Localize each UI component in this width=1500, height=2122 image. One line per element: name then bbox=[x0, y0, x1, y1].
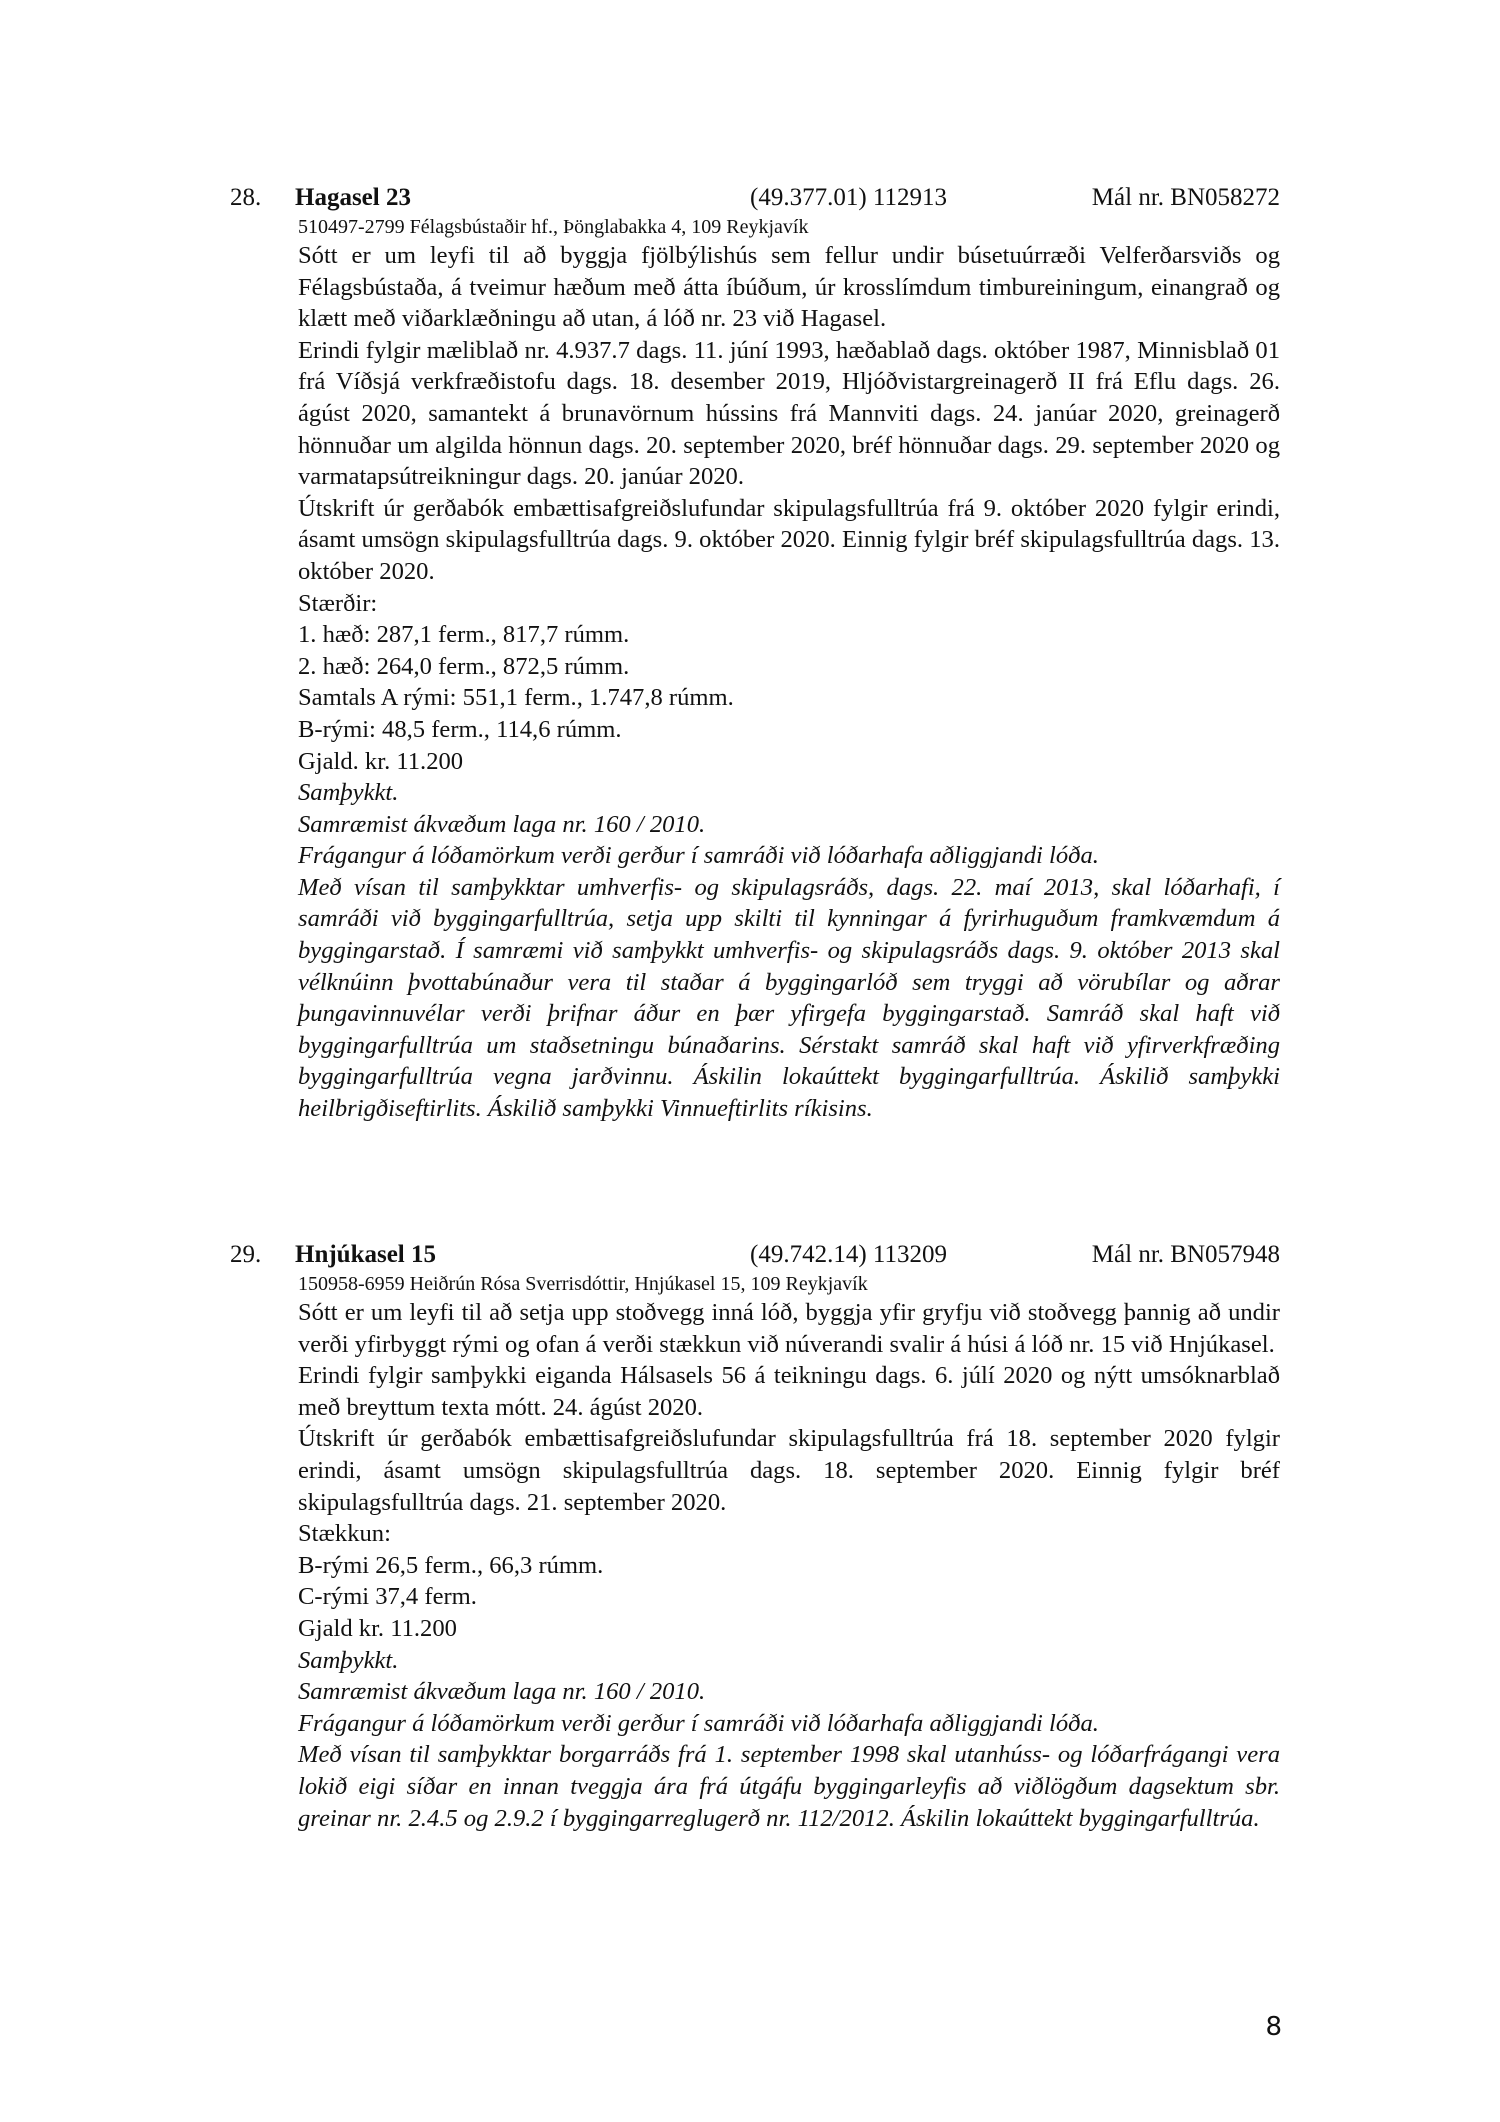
application-description: Sótt er um leyfi til að byggja fjölbýlishús sem fellur undir búsetuúrræði Velferðarsviðs og Félagsbústaða, á tveimur hæðum með átta íbúðum, úr krosslímdum timbureiningum, einangrað og klætt með viðarklæðningu að utan, á lóð nr. 23 við Hagasel. bbox=[298, 242, 1280, 333]
case-address: Hnjúkasel 15 bbox=[295, 1241, 437, 1268]
applicant-line: 510497-2799 Félagsbústaðir hf., Þönglabakka 4, 109 Reykjavík bbox=[298, 216, 809, 238]
decision-approved: Samþykkt. bbox=[298, 779, 399, 807]
attachments-paragraph: Erindi fylgir samþykki eiganda Hálsasels 56 á teikningu dags. 6. júlí 2020 og nýtt umsóknarblað með breyttum texta mótt. 24. ágúst 2020. bbox=[298, 1362, 1280, 1421]
decision-boundary-finish: Frágangur á lóðamörkum verði gerður í samráði við lóðarhafa aðliggjandi lóða. bbox=[298, 842, 1099, 870]
applicant-line: 150958-6959 Heiðrún Rósa Sverrisdóttir, Hnjúkasel 15, 109 Reykjavík bbox=[298, 1273, 868, 1295]
size-heading: Stærðir: bbox=[298, 589, 378, 617]
case-reference: Mál nr. BN057948 bbox=[1091, 1241, 1280, 1268]
case-reference: Mál nr. BN058272 bbox=[1091, 184, 1280, 211]
case-address: Hagasel 23 bbox=[295, 184, 411, 211]
decision-law-compliance: Samræmist ákvæðum laga nr. 160 / 2010. bbox=[298, 1678, 706, 1706]
decision-boundary-finish: Frágangur á lóðamörkum verði gerður í samráði við lóðarhafa aðliggjandi lóða. bbox=[298, 1709, 1099, 1737]
case-number-index: 29. bbox=[230, 1241, 262, 1268]
size-line: B-rými: 48,5 ferm., 114,6 rúmm. bbox=[298, 715, 622, 743]
decision-law-compliance: Samræmist ákvæðum laga nr. 160 / 2010. bbox=[298, 810, 706, 838]
size-heading: Stækkun: bbox=[298, 1520, 391, 1548]
case-header bbox=[230, 1238, 1280, 1271]
case-body bbox=[298, 1297, 1280, 1834]
size-line: 1. hæð: 287,1 ferm., 817,7 rúmm. bbox=[298, 621, 630, 649]
fee-line: Gjald kr. 11.200 bbox=[298, 1614, 457, 1642]
page-number: 8 bbox=[1265, 2012, 1282, 2042]
size-line: Samtals A rými: 551,1 ferm., 1.747,8 rúmm. bbox=[298, 684, 734, 712]
extract-paragraph: Útskrift úr gerðabók embættisafgreiðslufundar skipulagsfulltrúa frá 9. október 2020 fylgir erindi, ásamt umsögn skipulagsfulltrúa dags. 9. október 2020. Einnig fylgir bréf skipulagsfulltrúa dags. 13. október 2020. bbox=[298, 494, 1280, 585]
case-body bbox=[298, 240, 1280, 1125]
land-number: (49.377.01) 112913 bbox=[750, 184, 947, 211]
decision-approved: Samþykkt. bbox=[298, 1646, 399, 1674]
conditions-paragraph: Með vísan til samþykktar umhverfis- og skipulagsráðs, dags. 22. maí 2013, skal lóðarhafi, í samráði við byggingarfulltrúa, setja upp skilti til kynningar á fyrirhuguðum framkvæmdum á byggingarstað. Í samræmi við samþykkt umhverfis- og skipulagsráðs dags. 9. október 2013 skal vélknúinn þvottabúnaður vera til staðar á byggingarlóð sem tryggi að vörubílar og aðrar þungavinnuvélar verði þrifnar áður en þær yfirgefa byggingarstað. Samráð skal haft við byggingarfulltrúa um staðsetningu búnaðarins. Sérstakt samráð skal haft við yfirverkfræðing byggingarfulltrúa vegna jarðvinnu. Áskilin lokaúttekt byggingarfulltrúa. Áskilið samþykki heilbrigðiseftirlits. Áskilið samþykki Vinnueftirlits ríkisins. bbox=[298, 873, 1280, 1123]
application-description: Sótt er um leyfi til að setja upp stoðvegg inná lóð, byggja yfir gryfju við stoðvegg þannig að undir verði yfirbyggt rými og ofan á verði stækkun við núverandi svalir á húsi á lóð nr. 15 við Hnjúkasel. bbox=[298, 1299, 1280, 1358]
land-number: (49.742.14) 113209 bbox=[750, 1241, 947, 1268]
case-entry-29 bbox=[230, 1238, 1280, 1834]
attachments-paragraph: Erindi fylgir mæliblað nr. 4.937.7 dags. 11. júní 1993, hæðablað dags. október 1987, Minnisblað 01 frá Víðsjá verkfræðistofu dags. 18. desember 2019, Hljóðvistargreinagerð II frá Eflu dags. 26. ágúst 2020, samantekt á brunavörnum hússins frá Mannviti dags. 24. janúar 2020, greinagerð hönnuðar um algilda hönnun dags. 20. september 2020, bréf hönnuðar dags. 29. september 2020 og varmatapsútreikningur dags. 20. janúar 2020. bbox=[298, 336, 1280, 491]
case-header bbox=[230, 181, 1280, 214]
extract-paragraph: Útskrift úr gerðabók embættisafgreiðslufundar skipulagsfulltrúa frá 18. september 2020 fylgir erindi, ásamt umsögn skipulagsfulltrúa dags. 18. september 2020. Einnig fylgir bréf skipulagsfulltrúa dags. 21. september 2020. bbox=[298, 1425, 1280, 1516]
conditions-paragraph: Með vísan til samþykktar borgarráðs frá 1. september 1998 skal utanhúss- og lóðarfrágangi vera lokið eigi síðar en innan tveggja ára frá útgáfu byggingarleyfis að viðlögðum dagsektum sbr. greinar nr. 2.4.5 og 2.9.2 í byggingarreglugerð nr. 112/2012. Áskilin lokaúttekt byggingarfulltrúa. bbox=[298, 1741, 1280, 1832]
case-number-index: 28. bbox=[230, 184, 262, 211]
size-line: B-rými 26,5 ferm., 66,3 rúmm. bbox=[298, 1551, 604, 1579]
size-line: C-rými 37,4 ferm. bbox=[298, 1583, 477, 1611]
size-line: 2. hæð: 264,0 ferm., 872,5 rúmm. bbox=[298, 652, 630, 680]
fee-line: Gjald. kr. 11.200 bbox=[298, 747, 464, 775]
case-entry-28 bbox=[230, 181, 1280, 1125]
